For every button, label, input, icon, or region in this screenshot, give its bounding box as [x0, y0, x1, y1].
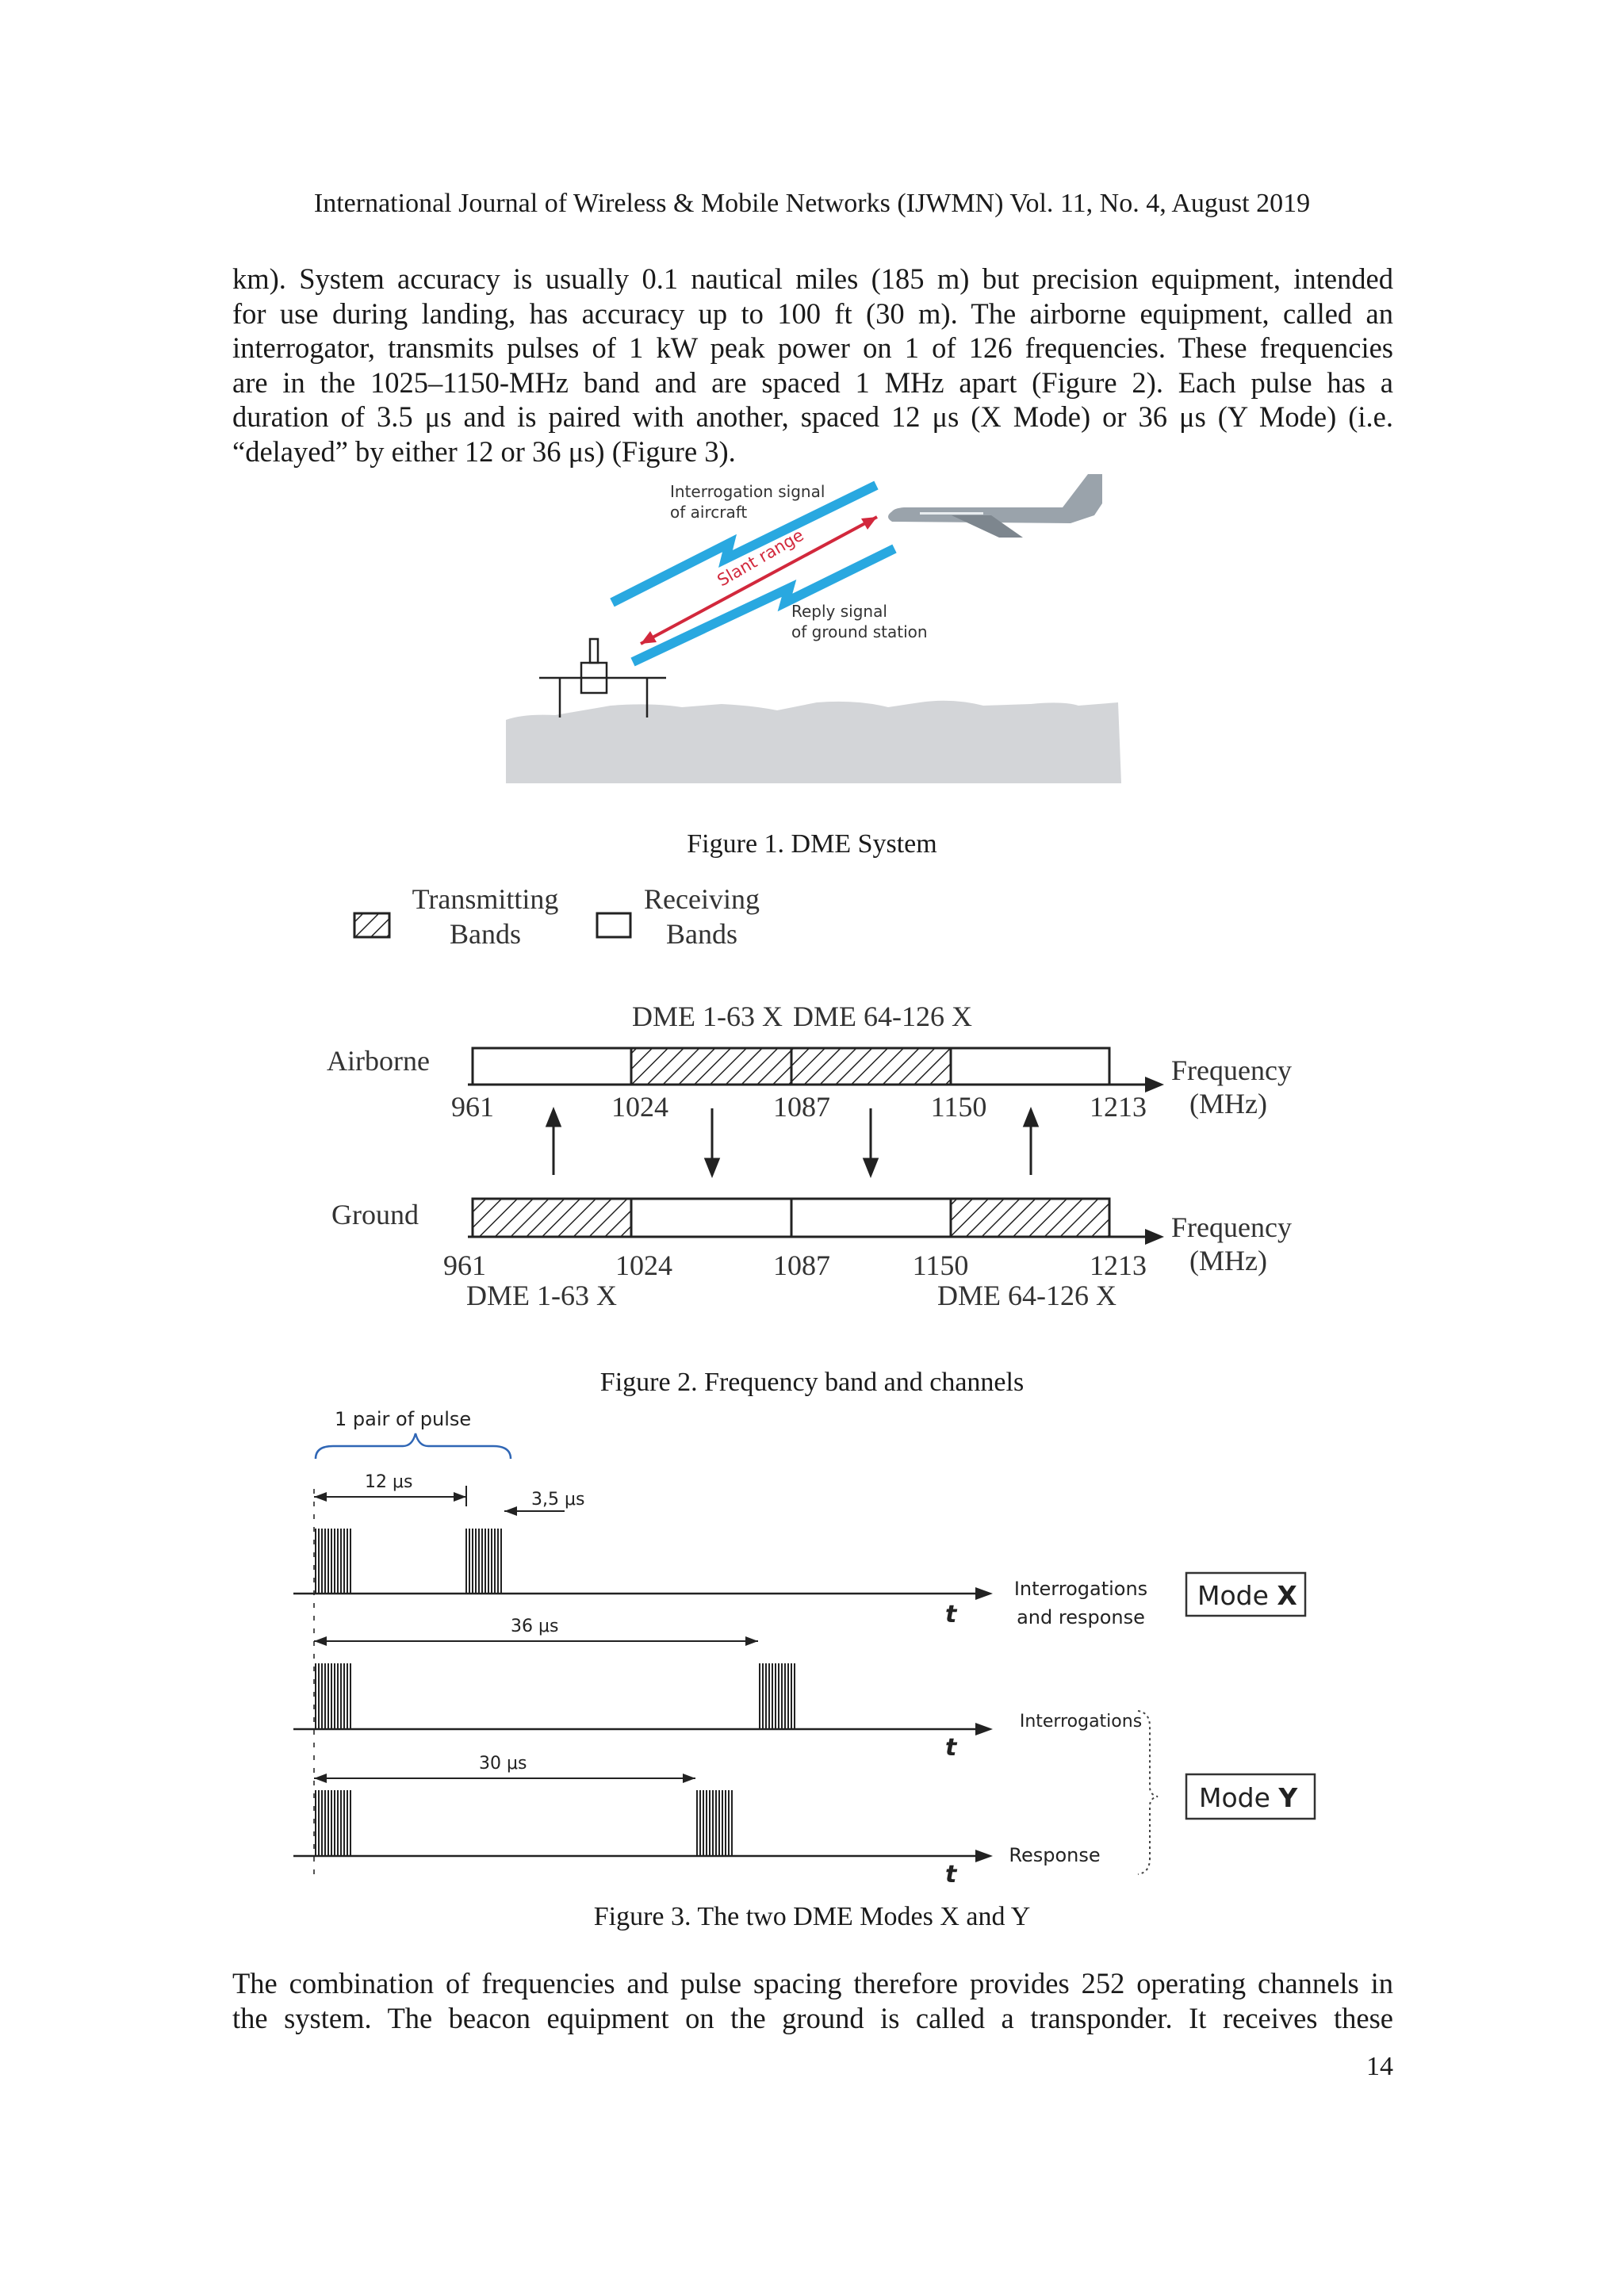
tick-label: 1024 [615, 1249, 672, 1281]
svg-text:Mode Y: Mode Y [1199, 1782, 1298, 1813]
airborne-band-label: DME 1-63 X [632, 1001, 783, 1032]
legend-transmitting: Bands [450, 918, 521, 950]
airborne-label: Airborne [327, 1045, 430, 1077]
text-line: km). System accuracy is usually 0.1 nautical miles (185 m) but precision equipment, intended [232, 262, 1393, 295]
text-line: “delayed” by either 12 or 36 μs) (Figure 3). [232, 434, 736, 468]
frequency-axis-label: (MHz) [1189, 1245, 1267, 1276]
time-axis-label: t [945, 1601, 957, 1628]
figure-2-frequency-bands [317, 880, 1332, 1324]
slant-range-label: Slant range [714, 525, 807, 591]
paragraph-intro [232, 262, 1393, 469]
figure-1-dme-system [492, 468, 1126, 793]
tick-label: 961 [451, 1091, 494, 1123]
frequency-axis-label: Frequency [1171, 1054, 1292, 1086]
text-line: The combination of frequencies and pulse spacing therefore provides 252 operating channels in [232, 1967, 1393, 1999]
svg-text:Mode X: Mode X [1197, 1580, 1297, 1611]
legend-empty-swatch [597, 913, 630, 937]
figure-3-dme-modes [285, 1402, 1332, 1893]
time-axis-label: t [945, 1734, 957, 1762]
tick-label: 961 [443, 1249, 486, 1281]
mode-y-brace [1138, 1711, 1158, 1874]
legend-transmitting: Transmitting [412, 883, 559, 915]
paragraph-channels [232, 1966, 1393, 2035]
airborne-band-label: DME 64-126 X [793, 1001, 972, 1032]
figure-2-caption: Figure 2. Frequency band and channels [599, 1368, 1025, 1397]
page-number: 14 [1366, 2052, 1393, 2081]
tick-label: 1024 [611, 1091, 668, 1123]
text-line: duration of 3.5 μs and is paired with another, spaced 12 μs (X Mode) or 36 μs (Y Mode) (i.e. [232, 400, 1393, 433]
pulse-pair-label: 1 pair of pulse [335, 1408, 472, 1430]
row-label: Interrogations [1019, 1712, 1143, 1732]
ground-terrain [506, 701, 1121, 783]
tick-label: 1213 [1090, 1091, 1147, 1123]
ground-label: Ground [331, 1199, 419, 1230]
time-axis-label: t [945, 1861, 957, 1888]
legend-hatched-swatch [354, 913, 389, 937]
tick-label: 1150 [912, 1249, 969, 1281]
running-header: International Journal of Wireless & Mobile Networks (IJWMN) Vol. 11, No. 4, August 2019 [313, 189, 1311, 218]
duration-3-5-label: 3,5 μs [531, 1490, 585, 1510]
tick-label: 1213 [1090, 1249, 1147, 1281]
duration-30-label: 30 μs [479, 1754, 527, 1774]
legend-receiving: Receiving [644, 883, 760, 915]
mode-y-box [1186, 1774, 1315, 1819]
ground-band-label: DME 1-63 X [466, 1280, 617, 1311]
text-line: for use during landing, has accuracy up to 100 ft (30 m). The airborne equipment, called an [232, 297, 1393, 330]
frequency-axis-label: Frequency [1171, 1211, 1292, 1243]
text-line: the system. The beacon equipment on the ground is called a transponder. It receives these [232, 2001, 1393, 2034]
row-label: Interrogations [1013, 1578, 1148, 1600]
reply-label: of ground station [791, 622, 928, 641]
duration-12-label: 12 μs [365, 1472, 413, 1492]
pulse-bursts [316, 1529, 795, 1856]
row-label: Response [1009, 1844, 1101, 1866]
figure-1-caption: Figure 1. DME System [687, 829, 937, 859]
reply-label: Reply signal [791, 602, 887, 621]
aircraft-icon [888, 474, 1102, 538]
tick-label: 1150 [930, 1091, 987, 1123]
interrogation-label: of aircraft [670, 503, 748, 522]
tick-label: 1087 [773, 1091, 830, 1123]
ground-band-label: DME 64-126 X [937, 1280, 1116, 1311]
legend-receiving: Bands [666, 918, 737, 950]
tick-label: 1087 [773, 1249, 830, 1281]
mode-x-box [1186, 1573, 1305, 1616]
text-line: are in the 1025–1150-MHz band and are spaced 1 MHz apart (Figure 2). Each pulse has a [232, 365, 1393, 399]
duration-36-label: 36 μs [511, 1617, 559, 1636]
frequency-axis-label: (MHz) [1189, 1088, 1267, 1119]
row-label: and response [1017, 1606, 1145, 1628]
interrogation-label: Interrogation signal [670, 482, 825, 501]
figure-3-caption: Figure 3. The two DME Modes X and Y [593, 1902, 1031, 1931]
text-line: interrogator, transmits pulses of 1 kW peak power on 1 of 126 frequencies. These frequencies [232, 331, 1393, 364]
